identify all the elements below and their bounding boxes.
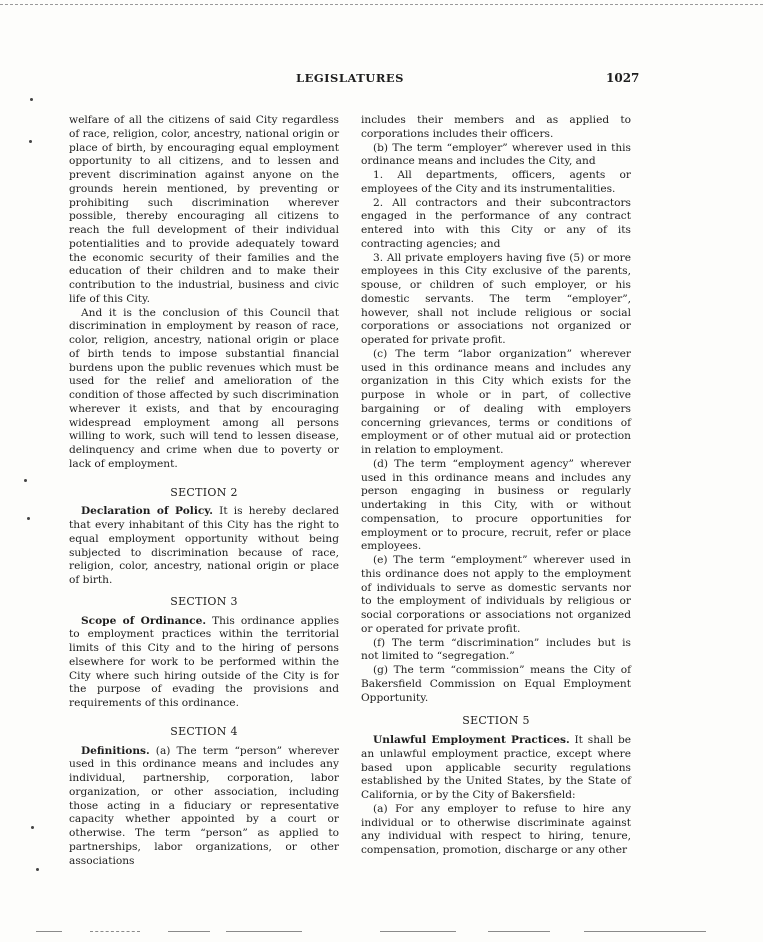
section-3-lead: Scope of Ordinance. [81,614,207,627]
definition-discrimination: (f) The term “discrimination” includes but is not limited to “segregation.” [361,636,631,663]
section-2-body [69,505,339,588]
scan-edge-bottom [36,931,62,932]
scan-edge-top [0,4,763,5]
definition-employer: (b) The term “employer” wherever used in this ordinance means and includes the City, and [361,141,631,168]
section-3-text: This ordinance applies to employment practices within the territorial limits of this City and to the hiring of persons elsewhere for work to be performed within the City where such hiring outside of the City is for the purpose of evading the provisions and requirements of this ordinance. [69,614,340,709]
definition-employment: (e) The term “employment” wherever used in this ordinance does not apply to the employment of individuals to serve as domestic servants nor to the employment of individuals by religious or social corporations or associations not organized or operated for private profit. [361,554,631,635]
paragraph-person-continued: includes their members and as applied to corporations includes their officers. [361,114,631,140]
section-3-heading: SECTION 3 [170,594,238,608]
section-5-heading: SECTION 5 [462,714,530,728]
section-4-text: (a) The term “person” wherever used in this ordinance means and includes any individual, partnership, corporation, labor organization, or other association, including those acting in a fiduciary or representative capacity whether appointed by a court or otherwise. The term “person” as applied to partnerships, labor organizations, or other associations [69,744,339,867]
section-3-body [69,615,339,711]
scan-edge-bottom [380,931,456,932]
scan-edge-bottom [226,931,302,932]
scan-speck [31,826,34,829]
scan-edge-bottom [168,931,210,932]
section-5-body [361,734,631,803]
definition-employment-agency: (d) The term “employment agency” wherever used in this ordinance means and includes any person engaging in business or regularly undertaking in this City, with or without compensation, to procure opportunities for employment or to procure, recruit, refer or place employees. [361,457,631,553]
unlawful-practice-a: (a) For any employer to refuse to hire any individual or to otherwise discriminate against any individual with respect to hiring, tenure, compensation, promotion, discharge or any other [361,802,631,856]
section-2-text: It is hereby declared that every inhabitant of this City has the right to equal employment opportunity without being subjected to discrimination because of race, religion, color, ancestry, national origin or place of birth. [69,505,339,586]
running-head: LEGISLATURES [296,71,404,85]
definition-commission: (g) The term “commission” means the City of Bakersfield Commission on Equal Employment Opportunity. [361,664,631,704]
scan-edge-bottom [90,931,140,932]
section-5-lead: Unlawful Employment Practices. [373,734,570,746]
definition-labor-organization: (c) The term “labor organization” wherever used in this ordinance means and includes any organization in this City which exists for the purpose in whole or in part, of collective bargaining or of dealing with employers concerning grievances, terms or conditions of employment or of other mutual aid or protection in relation to employment. [361,347,631,456]
section-2-heading: SECTION 2 [170,485,238,499]
paragraph-purpose-continued: welfare of all the citizens of said City regardless of race, religion, color, ancestry, national origin or place of birth, by encouraging equal employment opportunity to all citizens, and to lessen and prevent discrimination against anyone on the grounds herein mentioned, by preventing or prohibiting such discrimination wherever possible, thereby encouraging all citizens to reach the full development of their individual potentialities and to provide adequately toward the economic security of their families and the education of their children and to make their contribution to the industrial, business and civic life of this City. [69,114,340,305]
scan-speck [30,98,33,101]
section-4-body [69,745,339,869]
employer-item-3: 3. All private employers having five (5) or more employees in this City exclusive of the parents, spouse, or children of such employer, or his domestic servants. The term “employer”, however, shall not include religious or social corporations or associations not organized or operated for private profit. [361,251,631,346]
paragraph-council-conclusion: And it is the conclusion of this Council that discrimination in employment by reason of race, color, religion, ancestry, national origin or place of birth tends to impose substantial financial burdens upon the public revenues which must be used for the relief and amelioration of the condition of those affected by such discrimination wherever it exists, and that by encouraging widespread employment among all persons willing to work, such will tend to lessen disease, delinquency and crime when due to poverty or lack of employment. [69,306,339,470]
section-2-lead: Declaration of Policy. [81,505,213,518]
scan-speck [36,868,39,871]
section-4-lead: Definitions. [81,744,150,757]
right-column [361,114,631,858]
page-number: 1027 [606,71,640,85]
scan-speck [29,140,32,143]
employer-item-1: 1. All departments, officers, agents or employees of the City and its instrumentalities. [361,169,631,195]
scan-speck [27,517,30,520]
scan-edge-bottom [488,931,550,932]
scan-speck [24,479,27,482]
scan-edge-bottom [584,931,706,932]
section-5-text: It shall be an unlawful employment practice, except where based upon applicable security regulations established by the United States, by the State of California, or by the City of Bakersfield: [361,734,631,801]
section-4-heading: SECTION 4 [170,724,238,738]
employer-item-2: 2. All contractors and their subcontractors engaged in the performance of any contract entered into with this City or any of its contracting agencies; and [361,196,631,250]
left-column [69,114,339,868]
